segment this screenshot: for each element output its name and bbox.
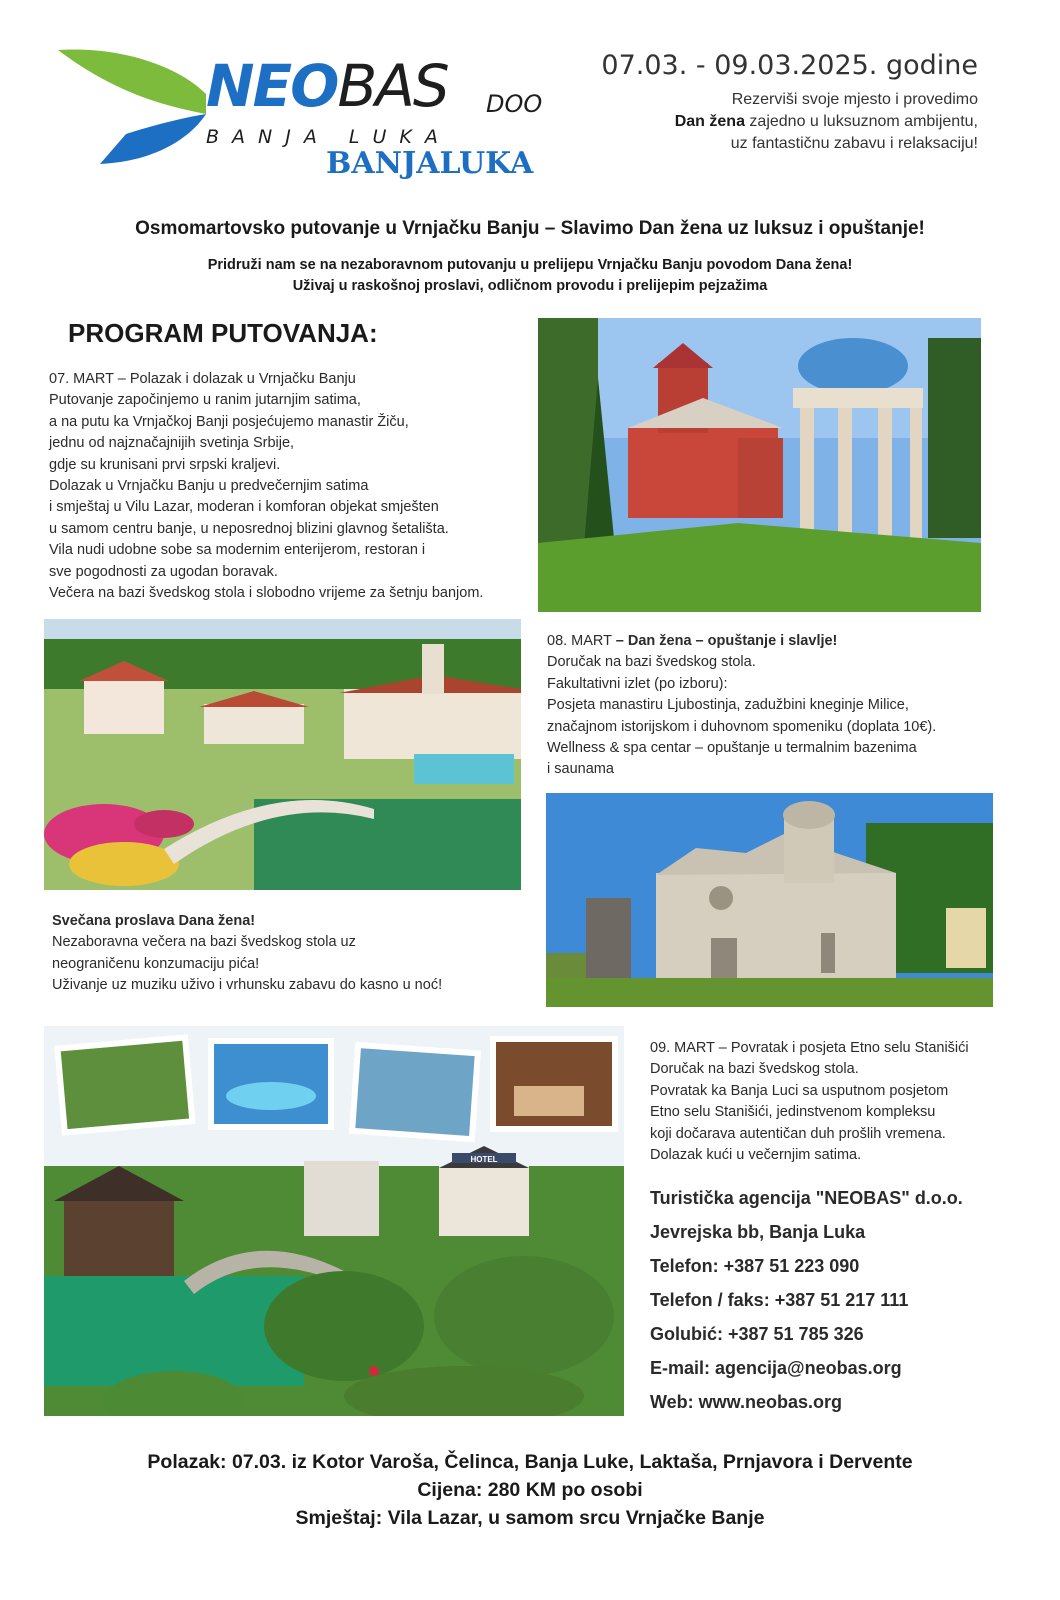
vrnjacka-banja-park-photo xyxy=(44,619,521,890)
email-link[interactable]: E-mail: agencija@neobas.org xyxy=(650,1358,902,1378)
day3-line: Etno selu Stanišići, jedinstvenom kompleksu xyxy=(650,1104,936,1121)
day1-line: 07. MART – Polazak i dolazak u Vrnjačku Banju xyxy=(49,371,356,387)
day3-line: koji dočarava autentičan duh prošlih vremena. xyxy=(650,1125,946,1142)
day2-text xyxy=(547,631,936,781)
day1-line: u samom centru banje, u neposrednoj blizini glavnog šetališta. xyxy=(49,520,449,537)
day2-line: Doručak na bazi švedskog stola. xyxy=(547,654,756,671)
promo-text: Rezerviši svoje mjesto i provedimo Dan žena zajedno u luksuznom ambijentu, uz fantastičnu zabavu i relaksaciju! xyxy=(674,91,978,152)
day3-line: Dolazak kući u večernjim satima. xyxy=(650,1147,862,1164)
day1-line: sve pogodnosti za ugodan boravak. xyxy=(49,563,278,580)
day3-text xyxy=(650,1038,969,1166)
logo-city: BANJALUKA xyxy=(326,146,534,181)
thumb-pool-photo xyxy=(208,1038,334,1130)
day1-text xyxy=(49,369,483,604)
day1-line: a na putu ka Vrnjačkoj Banji posjećujemo manastir Žiču, xyxy=(49,413,409,430)
day1-line: jednu od najznačajnijih svetinja Srbije, xyxy=(49,435,295,452)
agency-name: Turistička agencija "NEOBAS" d.o.o. xyxy=(650,1188,963,1208)
monastery-zica-photo xyxy=(538,318,981,612)
day2-line: značajnom istorijskom i duhovnom spomeniku (doplata 10€). xyxy=(547,718,937,735)
program-title: PROGRAM PUTOVANJA: xyxy=(68,318,378,348)
thumb-room-photo xyxy=(490,1036,618,1132)
day2-line: i saunama xyxy=(547,761,614,778)
thumb-garden-photo xyxy=(54,1034,195,1135)
day1-line: Dolazak u Vrnjačku Banju u predvečernjim satima xyxy=(49,478,369,495)
day1-line: Vila nudi udobne sobe sa modernim enterijerom, restoran i xyxy=(49,542,426,559)
fax-number[interactable]: Telefon / faks: +387 51 217 111 xyxy=(650,1290,909,1310)
monastery-ljubostinja-photo xyxy=(546,793,993,1007)
trip-dates: 07.03. - 09.03.2025. godine xyxy=(601,50,978,81)
day1-line: Večera na bazi švedskog stola i slobodno vrijeme za šetnju banjom. xyxy=(49,585,484,602)
celebration-line: neograničenu konzumaciju pića! xyxy=(52,955,260,972)
celebration-title: Svečana proslava Dana žena! xyxy=(52,913,256,929)
day1-line: i smještaj u Vilu Lazar, moderan i komforan objekat smješten xyxy=(49,499,439,516)
day2-title: 08. MART – Dan žena – opuštanje i slavlje! xyxy=(547,633,838,649)
celebration-text xyxy=(52,911,442,997)
accommodation-info: Smještaj: Vila Lazar, u samom srcu Vrnjačke Banje xyxy=(295,1507,765,1529)
subheadline-line: Uživaj u raskošnoj proslavi, odličnom provodu i prelijepim pejzažima xyxy=(292,278,768,294)
headline: Osmomartovsko putovanje u Vrnjačku Banju – Slavimo Dan žena uz luksuz i opuštanje! xyxy=(135,218,925,239)
day3-line: Doručak na bazi švedskog stola. xyxy=(650,1061,859,1078)
price-info: Cijena: 280 KM po osobi xyxy=(417,1479,643,1501)
etno-selo-stanisici-collage xyxy=(44,1026,624,1416)
golubic-phone[interactable]: Golubić: +387 51 785 326 xyxy=(650,1324,864,1344)
subheadline-line: Pridruži nam se na nezaboravnom putovanju u prelijepu Vrnjačku Banju povodom Dana žena! xyxy=(207,257,853,273)
contact-block xyxy=(650,1188,963,1426)
celebration-line: Nezaboravna večera na bazi švedskog stola uz xyxy=(52,934,356,951)
departure-info: Polazak: 07.03. iz Kotor Varoša, Čelinca, Banja Luke, Laktaša, Prnjavora i Dervente xyxy=(147,1451,913,1473)
logo-leaf-icon xyxy=(56,44,216,169)
logo-suffix: DOO xyxy=(486,90,543,118)
day3-line: 09. MART – Povratak i posjeta Etno selu Stanišići xyxy=(650,1040,969,1056)
day2-line: Posjeta manastiru Ljubostinja, zadužbini kneginje Milice, xyxy=(547,697,909,714)
thumb-lake-photo xyxy=(349,1042,481,1143)
day2-line: Wellness & spa centar – opuštanje u termalnim bazenima xyxy=(547,740,917,757)
agency-address: Jevrejska bb, Banja Luka xyxy=(650,1222,866,1242)
day3-line: Povratak ka Banja Luci sa usputnom posjetom xyxy=(650,1082,949,1099)
logo-wordmark: NEOBAS xyxy=(206,52,448,120)
day2-line: Fakultativni izlet (po izboru): xyxy=(547,675,728,692)
day1-line: Putovanje započinjemo u ranim jutarnjim satima, xyxy=(49,392,361,409)
company-logo xyxy=(56,44,556,194)
hotel-sign-text: HOTEL xyxy=(470,1155,498,1164)
web-link[interactable]: Web: www.neobas.org xyxy=(650,1392,843,1412)
day1-line: gdje su krunisani prvi srpski kraljevi. xyxy=(49,456,281,473)
phone-number[interactable]: Telefon: +387 51 223 090 xyxy=(650,1256,860,1276)
celebration-line: Uživanje uz muziku uživo i vrhunsku zabavu do kasno u noć! xyxy=(52,977,443,994)
logo-subtitle: BANJA LUKA xyxy=(206,126,451,148)
